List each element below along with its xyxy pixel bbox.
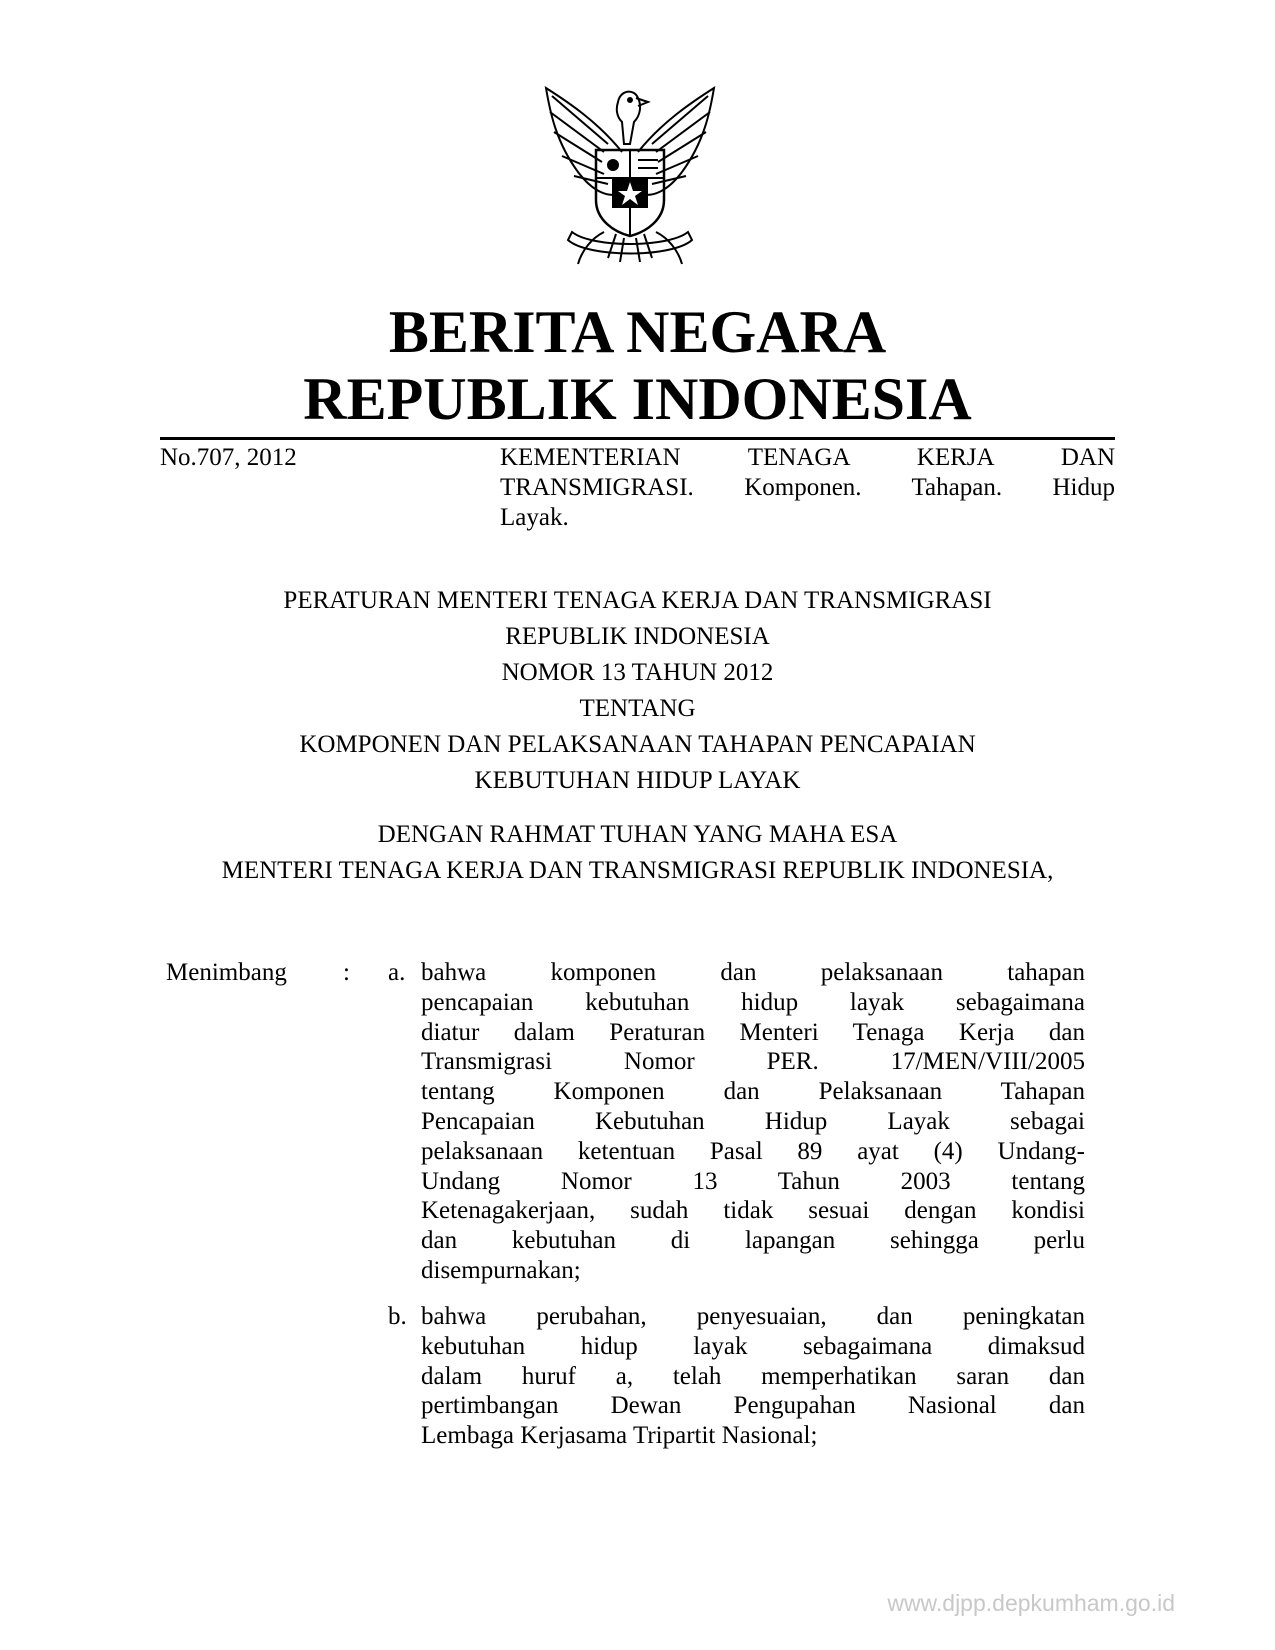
masthead-divider — [160, 437, 1115, 440]
regulation-title-line: TENTANG — [579, 695, 696, 722]
item-line: tentang Komponen dan Pelaksanaan Tahapan — [421, 1078, 1085, 1106]
item-line: pelaksanaan ketentuan Pasal 89 ayat (4) Undang- — [421, 1137, 1085, 1165]
item-text — [421, 958, 1085, 1286]
regulation-title-line: KEBUTUHAN HIDUP LAYAK — [474, 767, 801, 794]
gazette-subject — [500, 443, 1115, 533]
item-line: bahwa perubahan, penyesuaian, dan peningkatan — [421, 1303, 1085, 1330]
item-line: bahwa komponen dan pelaksanaan tahapan — [421, 959, 1085, 986]
considering-label: Menimbang — [166, 959, 287, 986]
minister-line: MENTERI TENAGA KERJA DAN TRANSMIGRASI REPUBLIK INDONESIA, — [221, 857, 1054, 884]
regulation-title-line: REPUBLIK INDONESIA — [505, 623, 770, 650]
item-line: Lembaga Kerjasama Tripartit Nasional; — [421, 1422, 818, 1450]
item-line: dalam huruf a, telah memperhatikan saran dan — [421, 1362, 1085, 1390]
item-line: kebutuhan hidup layak sebagaimana dimaksud — [421, 1332, 1085, 1360]
item-line: Transmigrasi Nomor PER. 17/MEN/VIII/2005 — [421, 1048, 1085, 1076]
considering-item — [388, 1302, 1085, 1451]
regulation-title-line: PERATURAN MENTERI TENAGA KERJA DAN TRANSMIGRASI — [283, 587, 992, 614]
item-line: pertimbangan Dewan Pengupahan Nasional dan — [421, 1392, 1085, 1420]
regulation-title-line: NOMOR 13 TAHUN 2012 — [501, 659, 774, 686]
considering-colon: : — [343, 959, 350, 986]
garuda-emblem — [538, 82, 722, 280]
gazette-subject-line: Layak. — [500, 504, 569, 531]
masthead-title-line2: REPUBLIK INDONESIA — [303, 366, 972, 432]
regulation-title — [160, 583, 1115, 799]
item-letter: b. — [388, 1303, 407, 1330]
item-line: dan kebutuhan di lapangan sehingga perlu — [421, 1227, 1085, 1255]
considering-item — [388, 958, 1085, 1286]
gazette-subject-line: TRANSMIGRASI. Komponen. Tahapan. Hidup — [500, 474, 1115, 501]
item-letter: a. — [388, 959, 406, 986]
item-line: disempurnakan; — [421, 1256, 581, 1284]
item-line: Ketenagakerjaan, sudah tidak sesuai dengan kondisi — [421, 1197, 1085, 1225]
source-watermark: www.djpp.depkumham.go.id — [887, 1590, 1175, 1616]
item-line: pencapaian kebutuhan hidup layak sebagaimana — [421, 988, 1085, 1016]
gazette-number: No.707, 2012 — [160, 444, 297, 471]
regulation-title-line: KOMPONEN DAN PELAKSANAAN TAHAPAN PENCAPAIAN — [299, 731, 976, 758]
item-line: Pencapaian Kebutuhan Hidup Layak sebagai — [421, 1107, 1085, 1135]
item-line: diatur dalam Peraturan Menteri Tenaga Kerja dan — [421, 1018, 1085, 1046]
item-text — [421, 1302, 1085, 1451]
item-line: Undang Nomor 13 Tahun 2003 tentang — [421, 1167, 1085, 1195]
blessing-line: DENGAN RAHMAT TUHAN YANG MAHA ESA — [377, 821, 898, 848]
masthead-title-line1: BERITA NEGARA — [388, 299, 887, 365]
gazette-subject-line: KEMENTERIAN TENAGA KERJA DAN — [500, 444, 1115, 471]
